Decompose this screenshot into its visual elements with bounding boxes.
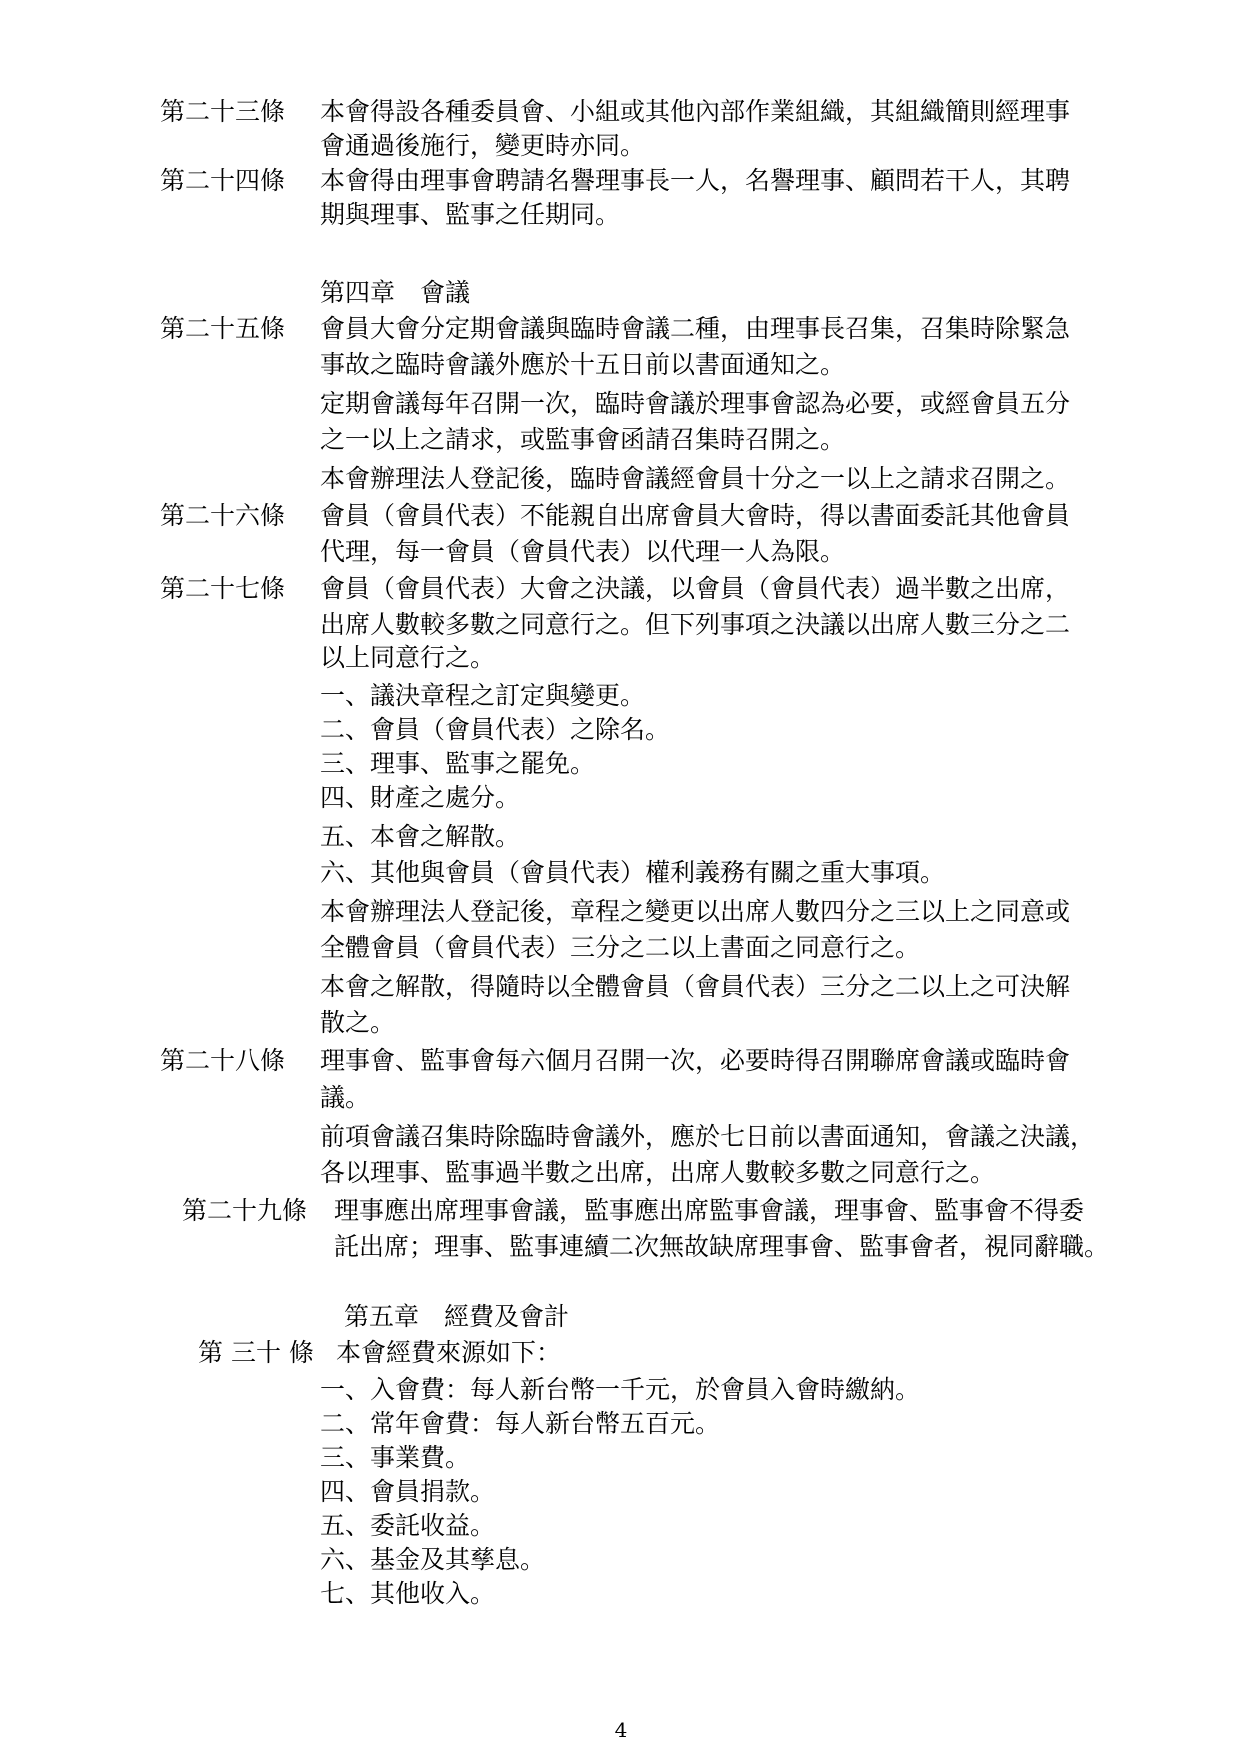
article-28-line-4: 各以理事、監事過半數之出席，出席人數較多數之同意行之。 <box>320 1158 996 1187</box>
article-27-item-5: 五、本會之解散。 <box>320 822 521 851</box>
article-27-line-2: 出席人數較多數之同意行之。但下列事項之決議以出席人數三分之二 <box>320 610 1071 639</box>
article-30-item-4: 四、會員捐款。 <box>320 1477 496 1506</box>
article-24-line-1: 本會得由理事會聘請名譽理事長一人，名譽理事、顧問若干人，其聘 <box>320 166 1071 195</box>
article-27-line-12: 本會之解散，得隨時以全體會員（會員代表）三分之二以上之可決解 <box>320 972 1071 1001</box>
article-25-line-5: 本會辦理法人登記後，臨時會議經會員十分之一以上之請求召開之。 <box>320 464 1071 493</box>
article-30-line-1: 本會經費來源如下： <box>336 1338 562 1367</box>
article-27-item-6: 六、其他與會員（會員代表）權利義務有關之重大事項。 <box>320 858 946 887</box>
article-30-item-2: 二、常年會費：每人新台幣五百元。 <box>320 1409 721 1438</box>
article-30-label: 第 三十 條 <box>198 1338 314 1367</box>
article-25-line-4: 之一以上之請求，或監事會函請召集時召開之。 <box>320 425 846 454</box>
article-27-item-3: 三、理事、監事之罷免。 <box>320 749 596 778</box>
chapter-5-heading: 第五章 經費及會計 <box>344 1302 570 1331</box>
article-27-line-13: 散之。 <box>320 1008 396 1037</box>
article-29-label: 第二十九條 <box>182 1196 308 1225</box>
article-28-line-2: 議。 <box>320 1083 371 1112</box>
article-30-item-7: 七、其他收入。 <box>320 1579 496 1608</box>
article-27-item-2: 二、會員（會員代表）之除名。 <box>320 715 671 744</box>
article-28-line-3: 前項會議召集時除臨時會議外，應於七日前以書面通知，會議之決議， <box>320 1122 1096 1151</box>
article-30-item-5: 五、委託收益。 <box>320 1511 496 1540</box>
article-27-line-10: 本會辦理法人登記後，章程之變更以出席人數四分之三以上之同意或 <box>320 897 1071 926</box>
article-25-line-1: 會員大會分定期會議與臨時會議二種，由理事長召集，召集時除緊急 <box>320 314 1071 343</box>
article-29-line-1: 理事應出席理事會議，監事應出席監事會議，理事會、監事會不得委 <box>334 1196 1085 1225</box>
chapter-4-heading: 第四章 會議 <box>320 278 471 307</box>
article-28-line-1: 理事會、監事會每六個月召開一次，必要時得召開聯席會議或臨時會 <box>320 1046 1071 1075</box>
article-25-line-2: 事故之臨時會議外應於十五日前以書面通知之。 <box>320 350 846 379</box>
article-30-item-6: 六、基金及其孳息。 <box>320 1545 546 1574</box>
article-30-item-1: 一、入會費：每人新台幣一千元，於會員入會時繳納。 <box>320 1375 921 1404</box>
article-23-label: 第二十三條 <box>160 97 286 126</box>
article-27-item-1: 一、議決章程之訂定與變更。 <box>320 681 646 710</box>
article-25-label: 第二十五條 <box>160 314 286 343</box>
article-27-item-4: 四、財產之處分。 <box>320 783 521 812</box>
article-26-line-1: 會員（會員代表）不能親自出席會員大會時，得以書面委託其他會員 <box>320 501 1071 530</box>
article-26-line-2: 代理，每一會員（會員代表）以代理一人為限。 <box>320 537 846 566</box>
article-25-line-3: 定期會議每年召開一次，臨時會議於理事會認為必要，或經會員五分 <box>320 389 1071 418</box>
article-27-line-3: 以上同意行之。 <box>320 643 496 672</box>
article-24-label: 第二十四條 <box>160 166 286 195</box>
article-27-label: 第二十七條 <box>160 574 286 603</box>
article-23-line-1: 本會得設各種委員會、小組或其他內部作業組織，其組織簡則經理事 <box>320 97 1071 126</box>
article-27-line-11: 全體會員（會員代表）三分之二以上書面之同意行之。 <box>320 933 921 962</box>
article-27-line-1: 會員（會員代表）大會之決議，以會員（會員代表）過半數之出席， <box>320 574 1071 603</box>
article-24-line-2: 期與理事、監事之任期同。 <box>320 200 621 229</box>
article-26-label: 第二十六條 <box>160 501 286 530</box>
article-28-label: 第二十八條 <box>160 1046 286 1075</box>
article-23-line-2: 會通過後施行，變更時亦同。 <box>320 131 646 160</box>
article-29-line-2: 託出席；理事、監事連續二次無故缺席理事會、監事會者，視同辭職。 <box>334 1232 1110 1261</box>
page-number: 4 <box>614 1718 628 1742</box>
article-30-item-3: 三、事業費。 <box>320 1443 471 1472</box>
